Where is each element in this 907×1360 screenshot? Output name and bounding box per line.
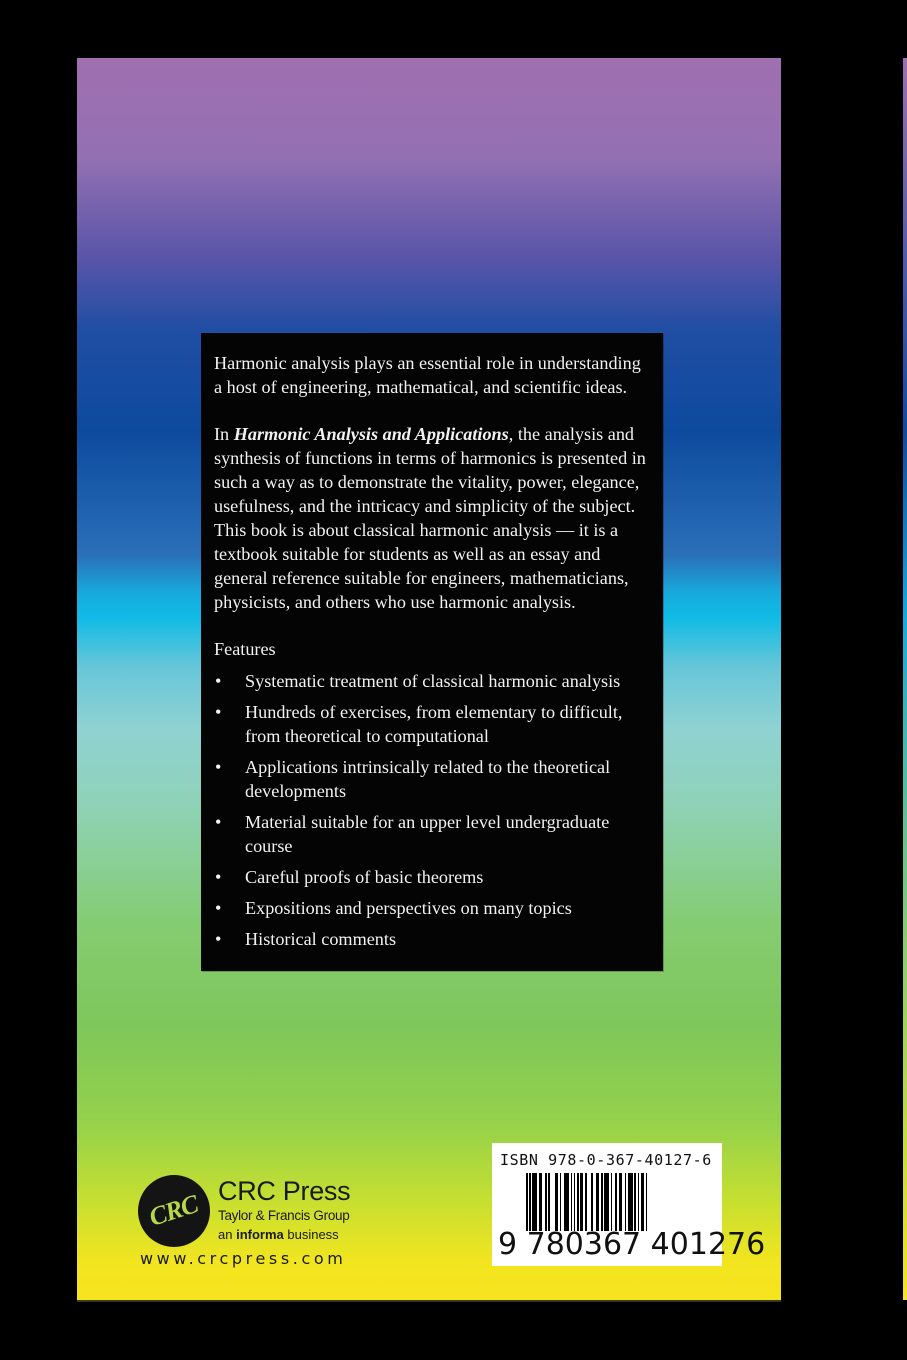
bullet-icon: • [215, 671, 222, 691]
features-list [214, 669, 653, 951]
tagline-brand: informa [236, 1227, 284, 1242]
bullet-icon: • [215, 702, 222, 722]
feature-item [214, 896, 653, 920]
feature-text: Material suitable for an upper level undergraduate course [245, 812, 610, 856]
barcode-bars-icon [526, 1173, 712, 1231]
description-box [201, 333, 663, 971]
publisher-tagline [218, 1226, 350, 1244]
feature-item [214, 810, 653, 858]
features-heading: Features [214, 639, 276, 659]
feature-item [214, 669, 653, 693]
feature-item [214, 927, 653, 951]
tagline-prefix: an [218, 1227, 237, 1242]
book-title: Harmonic Analysis and Applications [233, 424, 509, 444]
publisher-name: CRC Press [218, 1176, 351, 1206]
feature-item [214, 700, 653, 748]
publisher-url[interactable]: www.crcpress.com [140, 1249, 347, 1268]
bullet-icon: • [215, 812, 222, 832]
intro-paragraph: Harmonic analysis plays an essential role in understanding a host of engineering, mathematical, and scientific ideas. [214, 353, 641, 397]
feature-text: Careful proofs of basic theorems [245, 867, 484, 887]
para-prefix: In [214, 424, 234, 444]
ean-digits: 9 780367 401276 [498, 1227, 766, 1262]
bullet-icon: • [215, 898, 222, 918]
logo-text: CRC [146, 1189, 202, 1232]
feature-text: Systematic treatment of classical harmonic analysis [245, 671, 621, 691]
isbn-label: ISBN 978-0-367-40127-6 [500, 1151, 712, 1169]
crc-logo-icon [138, 1175, 210, 1247]
bullet-icon: • [215, 757, 222, 777]
publisher-block [218, 1176, 350, 1244]
feature-text: Historical comments [245, 929, 397, 949]
feature-item [214, 755, 653, 803]
feature-text: Applications intrinsically related to the theoretical developments [245, 757, 611, 801]
feature-text: Expositions and perspectives on many topics [245, 898, 572, 918]
adjacent-cover-edge [903, 58, 907, 1300]
description-paragraph [214, 422, 653, 614]
bullet-icon: • [215, 867, 222, 887]
feature-item [214, 865, 653, 889]
publisher-group: Taylor & Francis Group [218, 1208, 350, 1223]
isbn-barcode [492, 1143, 766, 1266]
bullet-icon: • [215, 929, 222, 949]
feature-text: Hundreds of exercises, from elementary to difficult, from theoretical to computational [245, 702, 623, 746]
tagline-suffix: business [283, 1227, 339, 1242]
para-body: , the analysis and synthesis of functions in terms of harmonics is presented in such a way as to demonstrate the vitality, power, elegance, usefulness, and the intricacy and simplicity of the subject. This book is about classical harmonic analysis — it is a textbook suitable for students as well as an essay and general reference suitable for engineers, mathematicians, physicists, and others who use harmonic analysis. [214, 424, 646, 612]
